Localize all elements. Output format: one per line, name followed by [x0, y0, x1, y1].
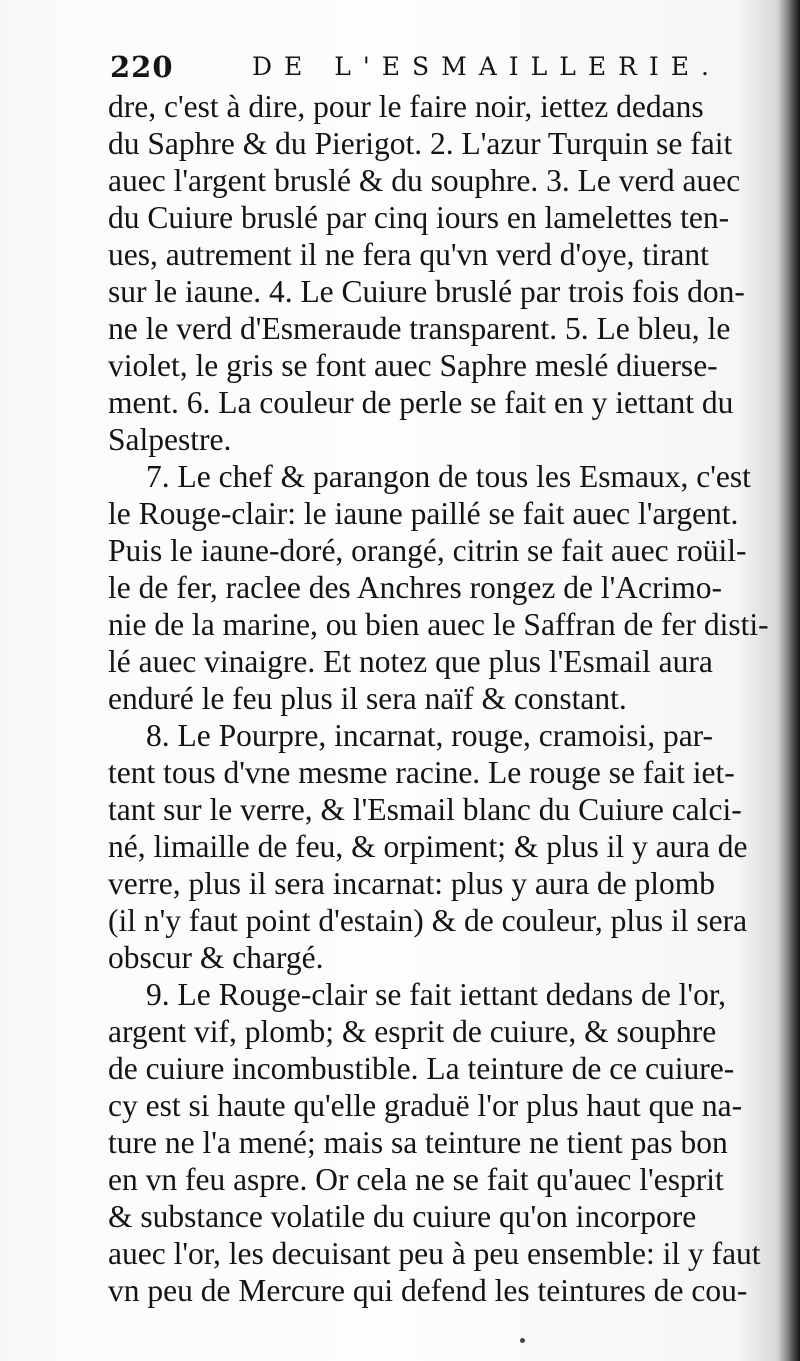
text-line: cy est si haute qu'elle graduë l'or plus haut que na- [108, 1088, 743, 1123]
text-line: violet, le gris se font auec Saphre meslé diuerse- [108, 348, 718, 383]
text-line: ment. 6. La couleur de perle se fait en y iettant du [108, 385, 734, 420]
paragraph-start-9: 9. Le Rouge-clair se fait iettant dedans de l'or, [146, 977, 726, 1012]
text-line: auec l'or, les decuisant peu à peu ensemble: il y faut [108, 1236, 761, 1271]
paragraph-start-7: 7. Le chef & parangon de tous les Esmaux, c'est [146, 459, 751, 494]
text-line: argent vif, plomb; & esprit de cuiure, & souphre [108, 1014, 717, 1049]
text-line: vn peu de Mercure qui defend les teintures de cou- [108, 1273, 748, 1308]
text-line: le Rouge-clair: le iaune paillé se fait auec l'argent. [108, 496, 739, 531]
text-line: obscur & chargé. [108, 940, 324, 975]
text-line: verre, plus il sera incarnat: plus y aura de plomb [108, 866, 716, 901]
text-line: né, limaille de feu, & orpiment; & plus il y aura de [108, 829, 748, 864]
text-line: auec l'argent bruslé & du souphre. 3. Le verd auec [108, 163, 741, 198]
paragraph-start-8: 8. Le Pourpre, incarnat, rouge, cramoisi, par- [146, 718, 714, 753]
ink-speck [520, 1338, 525, 1343]
text-line: Salpestre. [108, 422, 232, 457]
text-line: ne le verd d'Esmeraude transparent. 5. Le bleu, le [108, 311, 731, 346]
text-line: (il n'y faut point d'estain) & de couleur, plus il sera [108, 903, 748, 938]
page-gutter-shadow [778, 0, 800, 1361]
text-line: enduré le feu plus il sera naïf & constant. [108, 681, 627, 716]
text-line: ues, autrement il ne fera qu'vn verd d'oye, tirant [108, 237, 709, 272]
text-line: le de fer, raclee des Anchres rongez de l'Acrimo- [108, 570, 722, 605]
text-line: tant sur le verre, & l'Esmail blanc du Cuiure calci- [108, 792, 742, 827]
page-number: 220 [110, 50, 174, 84]
text-line: nie de la marine, ou bien auec le Saffran de fer disti- [108, 607, 769, 642]
running-title: DE L'ESMAILLERIE. [252, 52, 721, 81]
text-line: lé auec vinaigre. Et notez que plus l'Esmail aura [108, 644, 713, 679]
text-line: du Saphre & du Pierigot. 2. L'azur Turquin se fait [108, 126, 733, 161]
text-line: sur le iaune. 4. Le Cuiure bruslé par trois fois don- [108, 274, 745, 309]
text-line: en vn feu aspre. Or cela ne se fait qu'auec l'esprit [108, 1162, 724, 1197]
body-text [108, 88, 768, 1309]
text-line: Puis le iaune-doré, orangé, citrin se fait auec roüil- [108, 533, 747, 568]
text-line: tent tous d'vne mesme racine. Le rouge se fait iet- [108, 755, 735, 790]
text-line: dre, c'est à dire, pour le faire noir, iettez dedans [108, 89, 704, 124]
text-line: de cuiure incombustible. La teinture de ce cuiure- [108, 1051, 735, 1086]
page-header [110, 50, 790, 84]
text-line: du Cuiure bruslé par cinq iours en lamelettes ten- [108, 200, 730, 235]
text-line: ture ne l'a mené; mais sa teinture ne tient pas bon [108, 1125, 728, 1160]
text-line: & substance volatile du cuiure qu'on incorpore [108, 1199, 697, 1234]
